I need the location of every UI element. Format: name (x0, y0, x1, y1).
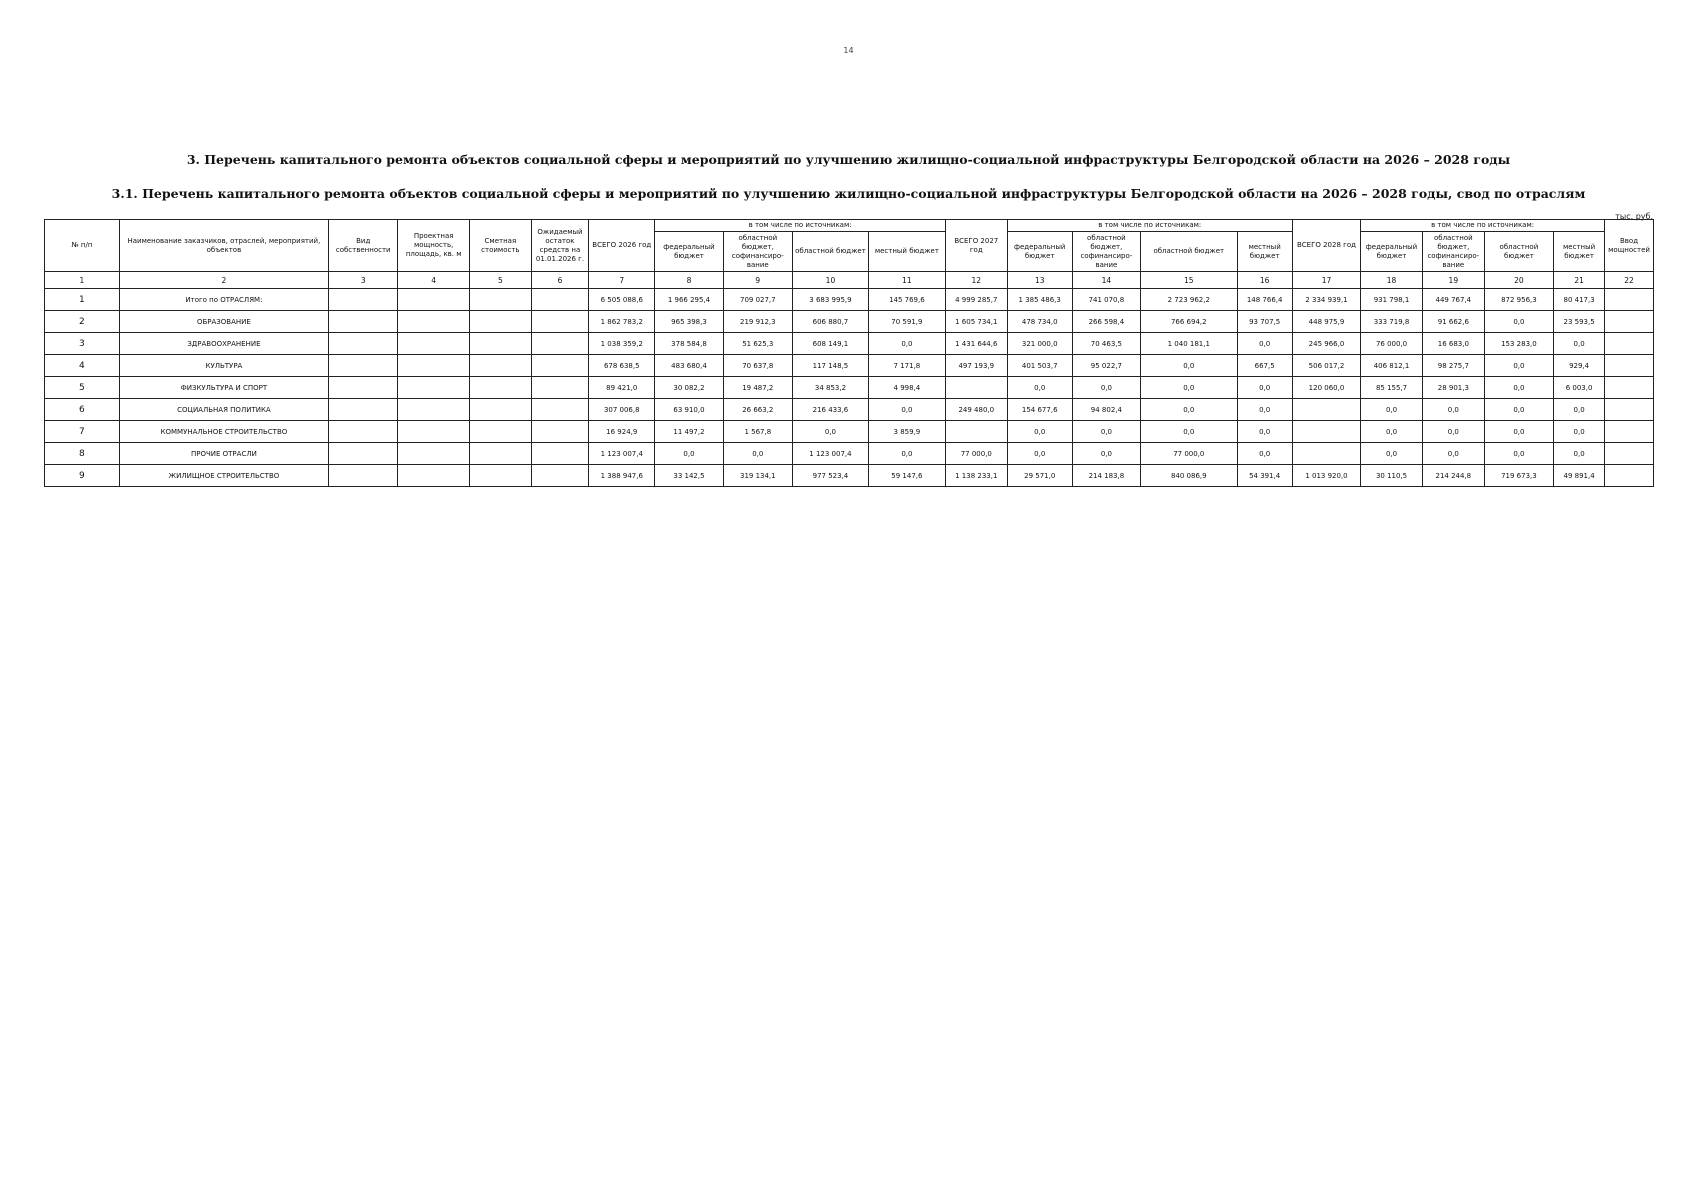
table-row (45, 421, 1654, 443)
table-cell (329, 421, 398, 443)
table-cell (398, 465, 470, 487)
table-cell (945, 421, 1007, 443)
column-number: 8 (655, 272, 723, 289)
table-cell: 70 463,5 (1072, 333, 1140, 355)
table-cell: 94 802,4 (1072, 399, 1140, 421)
table-cell (398, 289, 470, 311)
table-cell: 977 523,4 (793, 465, 869, 487)
table-cell (469, 377, 531, 399)
column-number: 10 (793, 272, 869, 289)
table-cell: 2 334 939,1 (1292, 289, 1360, 311)
table-cell: 0,0 (1237, 399, 1292, 421)
header-regional-2027: областной бюджет (1141, 232, 1237, 272)
header-remaining: Ожидаемый остаток средств на 01.01.2026 г. (531, 220, 588, 272)
table-cell (398, 311, 470, 333)
row-name: Итого по ОТРАСЛЯМ: (119, 289, 328, 311)
table-cell (398, 399, 470, 421)
table-cell: 219 912,3 (723, 311, 792, 333)
table-cell: 0,0 (1237, 377, 1292, 399)
table-cell: 0,0 (1484, 377, 1553, 399)
table-cell: 319 134,1 (723, 465, 792, 487)
column-number: 18 (1361, 272, 1423, 289)
table-cell: 1 138 233,1 (945, 465, 1007, 487)
table-cell (1292, 421, 1360, 443)
column-number: 11 (868, 272, 945, 289)
table-cell: 506 017,2 (1292, 355, 1360, 377)
table-cell (531, 333, 588, 355)
row-name: ЖИЛИЩНОЕ СТРОИТЕЛЬСТВО (119, 465, 328, 487)
table-cell: 321 000,0 (1007, 333, 1072, 355)
column-number: 19 (1422, 272, 1484, 289)
table-cell: 249 480,0 (945, 399, 1007, 421)
table-cell: 70 637,8 (723, 355, 792, 377)
table-cell: 401 503,7 (1007, 355, 1072, 377)
table-cell: 95 022,7 (1072, 355, 1140, 377)
table-cell: 608 149,1 (793, 333, 869, 355)
table-row (45, 289, 1654, 311)
header-total-2027: ВСЕГО 2027 год (945, 220, 1007, 272)
row-number: 2 (45, 311, 120, 333)
table-cell: 33 142,5 (655, 465, 723, 487)
table-cell: 266 598,4 (1072, 311, 1140, 333)
table-cell (1605, 355, 1654, 377)
header-ownership: Вид собственности (329, 220, 398, 272)
table-cell: 1 123 007,4 (793, 443, 869, 465)
table-cell: 51 625,3 (723, 333, 792, 355)
column-number: 9 (723, 272, 792, 289)
table-cell: 76 000,0 (1361, 333, 1423, 355)
table-cell: 0,0 (1237, 333, 1292, 355)
table-cell: 1 388 947,6 (589, 465, 655, 487)
table-cell: 0,0 (1484, 355, 1553, 377)
table-cell: 448 975,9 (1292, 311, 1360, 333)
table-cell: 214 183,8 (1072, 465, 1140, 487)
table-cell: 0,0 (1422, 443, 1484, 465)
table-cell: 16 683,0 (1422, 333, 1484, 355)
table-cell: 1 013 920,0 (1292, 465, 1360, 487)
table-cell: 741 070,8 (1072, 289, 1140, 311)
row-number: 8 (45, 443, 120, 465)
summary-table (44, 219, 1654, 487)
table-cell (1292, 399, 1360, 421)
table-cell: 0,0 (1484, 399, 1553, 421)
table-cell: 153 283,0 (1484, 333, 1553, 355)
column-number: 4 (398, 272, 470, 289)
table-cell: 0,0 (1141, 355, 1237, 377)
table-cell (329, 399, 398, 421)
row-name: СОЦИАЛЬНАЯ ПОЛИТИКА (119, 399, 328, 421)
header-sources-2027: в том числе по источникам: (1007, 220, 1292, 232)
column-number: 22 (1605, 272, 1654, 289)
unit-label: тыс. руб. (1615, 212, 1653, 221)
table-cell (329, 377, 398, 399)
table-row (45, 399, 1654, 421)
table-cell: 766 694,2 (1141, 311, 1237, 333)
table-cell (469, 421, 531, 443)
table-cell: 16 924,9 (589, 421, 655, 443)
table-cell: 483 680,4 (655, 355, 723, 377)
column-number: 14 (1072, 272, 1140, 289)
column-number: 1 (45, 272, 120, 289)
table-cell: 0,0 (1237, 443, 1292, 465)
header-regional-2028: областной бюджет (1484, 232, 1553, 272)
row-number: 3 (45, 333, 120, 355)
table-cell: 3 859,9 (868, 421, 945, 443)
table-cell: 0,0 (1007, 377, 1072, 399)
row-name: ЗДРАВООХРАНЕНИЕ (119, 333, 328, 355)
table-cell: 77 000,0 (945, 443, 1007, 465)
header-total-2028: ВСЕГО 2028 год (1292, 220, 1360, 272)
table-cell: 30 082,2 (655, 377, 723, 399)
table-cell: 34 853,2 (793, 377, 869, 399)
table-cell: 0,0 (1361, 421, 1423, 443)
header-sources-2028: в том числе по источникам: (1361, 220, 1605, 232)
table-cell (329, 443, 398, 465)
table-cell: 77 000,0 (1141, 443, 1237, 465)
table-cell: 497 193,9 (945, 355, 1007, 377)
column-number: 16 (1237, 272, 1292, 289)
table-cell: 6 003,0 (1554, 377, 1605, 399)
table-cell: 333 719,8 (1361, 311, 1423, 333)
table-cell: 80 417,3 (1554, 289, 1605, 311)
table-cell: 0,0 (1007, 421, 1072, 443)
table-cell: 406 812,1 (1361, 355, 1423, 377)
table-cell (329, 289, 398, 311)
header-sources-2026: в том числе по источникам: (655, 220, 946, 232)
table-cell: 26 663,2 (723, 399, 792, 421)
table-cell: 1 966 295,4 (655, 289, 723, 311)
table-cell: 931 798,1 (1361, 289, 1423, 311)
header-local-2028: местный бюджет (1554, 232, 1605, 272)
table-cell: 49 891,4 (1554, 465, 1605, 487)
header-regional-cofin-2027: областной бюджет, софинансиро-вание (1072, 232, 1140, 272)
table-cell (945, 377, 1007, 399)
column-number: 5 (469, 272, 531, 289)
table-cell: 1 567,8 (723, 421, 792, 443)
table-cell (1292, 443, 1360, 465)
table-cell: 307 006,8 (589, 399, 655, 421)
header-federal-2027: федеральный бюджет (1007, 232, 1072, 272)
table-cell (531, 399, 588, 421)
table-cell: 154 677,6 (1007, 399, 1072, 421)
table-cell: 929,4 (1554, 355, 1605, 377)
column-number: 3 (329, 272, 398, 289)
header-regional-cofin-2026: областной бюджет, софинансиро-вание (723, 232, 792, 272)
table-cell: 30 110,5 (1361, 465, 1423, 487)
header-num: № п/п (45, 220, 120, 272)
header-name: Наименование заказчиков, отраслей, мероприятий, объектов (119, 220, 328, 272)
column-number: 15 (1141, 272, 1237, 289)
table-cell: 1 385 486,3 (1007, 289, 1072, 311)
table-cell: 0,0 (1072, 377, 1140, 399)
table-cell (1605, 443, 1654, 465)
table-cell: 1 605 734,1 (945, 311, 1007, 333)
table-cell: 0,0 (1554, 443, 1605, 465)
header-federal-2028: федеральный бюджет (1361, 232, 1423, 272)
table-cell: 59 147,6 (868, 465, 945, 487)
table-cell (531, 355, 588, 377)
table-cell: 216 433,6 (793, 399, 869, 421)
row-name: ПРОЧИЕ ОТРАСЛИ (119, 443, 328, 465)
table-row (45, 443, 1654, 465)
table-cell: 1 123 007,4 (589, 443, 655, 465)
table-cell: 0,0 (1141, 399, 1237, 421)
table-cell (469, 333, 531, 355)
table-cell (398, 355, 470, 377)
table-cell: 0,0 (1072, 443, 1140, 465)
table-cell: 0,0 (1422, 421, 1484, 443)
row-name: КУЛЬТУРА (119, 355, 328, 377)
header-local-2027: местный бюджет (1237, 232, 1292, 272)
table-cell: 0,0 (1141, 421, 1237, 443)
column-number: 6 (531, 272, 588, 289)
column-number: 2 (119, 272, 328, 289)
table-cell: 7 171,8 (868, 355, 945, 377)
table-cell (329, 355, 398, 377)
table-cell (531, 289, 588, 311)
column-number-row (45, 272, 1654, 289)
table-cell: 145 769,6 (868, 289, 945, 311)
table-cell: 98 275,7 (1422, 355, 1484, 377)
table-cell: 148 766,4 (1237, 289, 1292, 311)
table-cell (398, 377, 470, 399)
table-cell: 0,0 (1141, 377, 1237, 399)
column-number: 21 (1554, 272, 1605, 289)
table-cell: 1 040 181,1 (1141, 333, 1237, 355)
table-cell: 214 244,8 (1422, 465, 1484, 487)
table-cell (531, 443, 588, 465)
table-cell (398, 421, 470, 443)
table-cell: 478 734,0 (1007, 311, 1072, 333)
table-cell (1605, 399, 1654, 421)
table-cell: 120 060,0 (1292, 377, 1360, 399)
header-local-2026: местный бюджет (868, 232, 945, 272)
table-cell: 4 998,4 (868, 377, 945, 399)
row-number: 9 (45, 465, 120, 487)
table-cell (1605, 333, 1654, 355)
table-cell: 1 038 359,2 (589, 333, 655, 355)
header-commissioning: Ввод мощностей (1605, 220, 1654, 272)
table-cell: 1 862 783,2 (589, 311, 655, 333)
table-cell (329, 465, 398, 487)
table-cell: 0,0 (1554, 333, 1605, 355)
column-number: 20 (1484, 272, 1553, 289)
table-body (45, 272, 1654, 487)
table-cell: 3 683 995,9 (793, 289, 869, 311)
table-cell: 667,5 (1237, 355, 1292, 377)
table-cell: 709 027,7 (723, 289, 792, 311)
table-row (45, 333, 1654, 355)
row-number: 1 (45, 289, 120, 311)
table-cell: 85 155,7 (1361, 377, 1423, 399)
table-cell: 0,0 (1072, 421, 1140, 443)
table-cell: 0,0 (1361, 443, 1423, 465)
table-cell (469, 443, 531, 465)
table-cell: 0,0 (1007, 443, 1072, 465)
table-cell: 840 086,9 (1141, 465, 1237, 487)
table-cell (1605, 421, 1654, 443)
table-cell: 11 497,2 (655, 421, 723, 443)
table-cell (469, 399, 531, 421)
table-cell: 2 723 962,2 (1141, 289, 1237, 311)
table-cell: 449 767,4 (1422, 289, 1484, 311)
table-cell: 872 956,3 (1484, 289, 1553, 311)
table-cell: 28 901,3 (1422, 377, 1484, 399)
header-regional-2026: областной бюджет (793, 232, 869, 272)
page-number: 14 (843, 46, 854, 55)
column-number: 7 (589, 272, 655, 289)
table-cell: 0,0 (655, 443, 723, 465)
table-cell: 606 880,7 (793, 311, 869, 333)
table-cell: 0,0 (868, 443, 945, 465)
header-capacity: Проектная мощность, площадь, кв. м (398, 220, 470, 272)
table-cell: 23 593,5 (1554, 311, 1605, 333)
row-number: 4 (45, 355, 120, 377)
table-row (45, 377, 1654, 399)
header-regional-cofin-2028: областной бюджет, софинансиро-вание (1422, 232, 1484, 272)
table-row (45, 465, 1654, 487)
document-subtitle: 3.1. Перечень капитального ремонта объектов социальной сферы и мероприятий по улучшению жилищно-социальной инфраструктуры Белгородской области на 2026 – 2028 годы, свод по отраслям (111, 186, 1586, 201)
table-cell: 245 966,0 (1292, 333, 1360, 355)
table-cell: 0,0 (1361, 399, 1423, 421)
table-cell (531, 311, 588, 333)
table-row (45, 355, 1654, 377)
table-cell: 0,0 (1554, 421, 1605, 443)
row-name: ОБРАЗОВАНИЕ (119, 311, 328, 333)
table-cell: 19 487,2 (723, 377, 792, 399)
table-cell: 678 638,5 (589, 355, 655, 377)
table-cell: 0,0 (723, 443, 792, 465)
table-cell: 1 431 644,6 (945, 333, 1007, 355)
row-number: 7 (45, 421, 120, 443)
header-federal-2026: федеральный бюджет (655, 232, 723, 272)
table-cell: 4 999 285,7 (945, 289, 1007, 311)
table-cell (1605, 311, 1654, 333)
column-number: 17 (1292, 272, 1360, 289)
table-cell (531, 465, 588, 487)
table-cell: 378 584,8 (655, 333, 723, 355)
table-cell (531, 377, 588, 399)
column-number: 13 (1007, 272, 1072, 289)
table-cell (1605, 377, 1654, 399)
row-name: ФИЗКУЛЬТУРА И СПОРТ (119, 377, 328, 399)
row-number: 5 (45, 377, 120, 399)
table-cell (531, 421, 588, 443)
table-cell: 0,0 (868, 333, 945, 355)
table-cell: 6 505 088,6 (589, 289, 655, 311)
row-number: 6 (45, 399, 120, 421)
table-cell: 0,0 (1484, 311, 1553, 333)
table-cell: 0,0 (793, 421, 869, 443)
table-cell (398, 443, 470, 465)
row-name: КОММУНАЛЬНОЕ СТРОИТЕЛЬСТВО (119, 421, 328, 443)
table-cell: 89 421,0 (589, 377, 655, 399)
table-cell (329, 311, 398, 333)
table-cell (469, 465, 531, 487)
table-row (45, 311, 1654, 333)
table-cell: 91 662,6 (1422, 311, 1484, 333)
table-cell: 0,0 (1237, 421, 1292, 443)
table-cell (469, 355, 531, 377)
header-estimate: Сметная стоимость (469, 220, 531, 272)
table-cell: 965 398,3 (655, 311, 723, 333)
table-cell (329, 333, 398, 355)
table-cell: 0,0 (1554, 399, 1605, 421)
table-cell: 0,0 (1422, 399, 1484, 421)
table-cell: 117 148,5 (793, 355, 869, 377)
document-title: 3. Перечень капитального ремонта объектов социальной сферы и мероприятий по улучшению жилищно-социальной инфраструктуры Белгородской области на 2026 – 2028 годы (186, 152, 1511, 167)
table-cell: 70 591,9 (868, 311, 945, 333)
table-cell: 93 707,5 (1237, 311, 1292, 333)
table-cell: 63 910,0 (655, 399, 723, 421)
table-cell: 0,0 (1484, 421, 1553, 443)
table-cell: 0,0 (1484, 443, 1553, 465)
header-total-2026: ВСЕГО 2026 год (589, 220, 655, 272)
table-cell: 0,0 (868, 399, 945, 421)
table-cell: 29 571,0 (1007, 465, 1072, 487)
column-number: 12 (945, 272, 1007, 289)
table-cell: 719 673,3 (1484, 465, 1553, 487)
table-cell (398, 333, 470, 355)
table-cell (469, 289, 531, 311)
table-cell (469, 311, 531, 333)
table-cell (1605, 289, 1654, 311)
table-cell: 54 391,4 (1237, 465, 1292, 487)
table-cell (1605, 465, 1654, 487)
